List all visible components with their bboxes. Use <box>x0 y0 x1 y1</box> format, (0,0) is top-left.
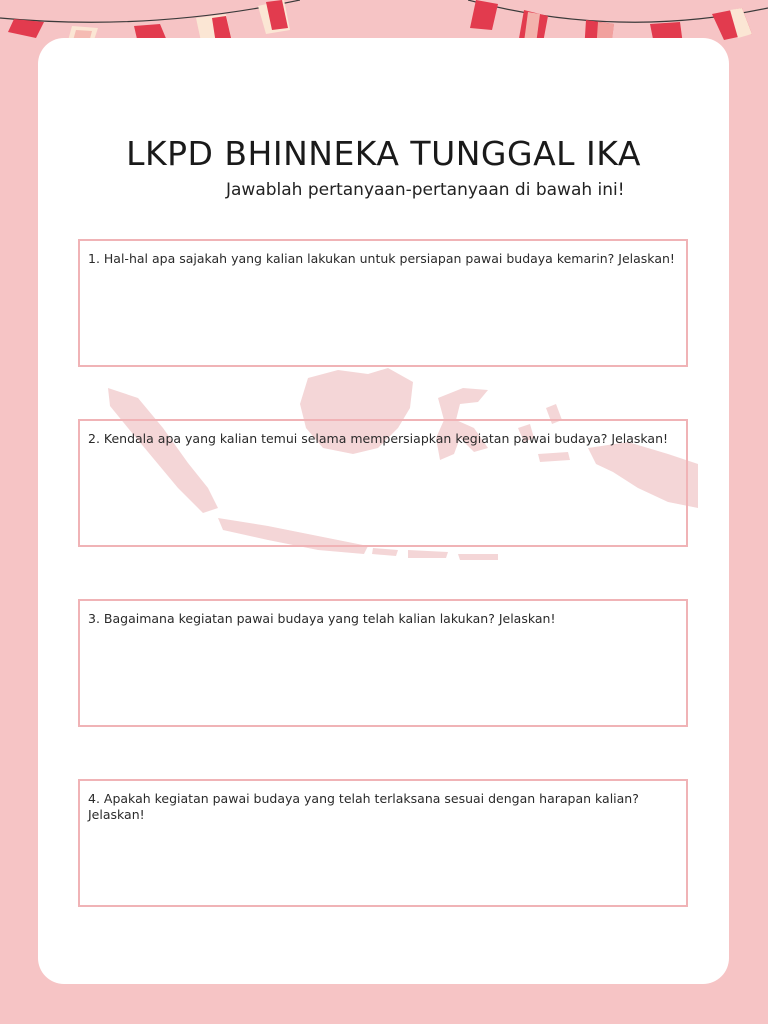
question-box-2 <box>78 419 688 547</box>
worksheet-subtitle: Jawablah pertanyaan-pertanyaan di bawah ini! <box>226 180 625 200</box>
answer-area-4[interactable] <box>88 815 678 899</box>
question-text-4: 4. Apakah kegiatan pawai budaya yang telah terlaksana sesuai dengan harapan kalian? Jelaskan! <box>88 791 639 822</box>
answer-area-3[interactable] <box>88 635 678 719</box>
question-text-1: 1. Hal-hal apa sajakah yang kalian lakukan untuk persiapan pawai budaya kemarin? Jelaskan! <box>88 251 675 266</box>
question-box-1 <box>78 239 688 367</box>
question-box-3 <box>78 599 688 727</box>
answer-area-1[interactable] <box>88 275 678 359</box>
worksheet-title: LKPD BHINNEKA TUNGGAL IKA <box>126 134 641 173</box>
question-text-3: 3. Bagaimana kegiatan pawai budaya yang telah kalian lakukan? Jelaskan! <box>88 611 556 626</box>
answer-area-2[interactable] <box>88 455 678 539</box>
question-text-2: 2. Kendala apa yang kalian temui selama mempersiapkan kegiatan pawai budaya? Jelaskan! <box>88 431 669 446</box>
worksheet-card <box>38 38 729 984</box>
question-box-4 <box>78 779 688 907</box>
